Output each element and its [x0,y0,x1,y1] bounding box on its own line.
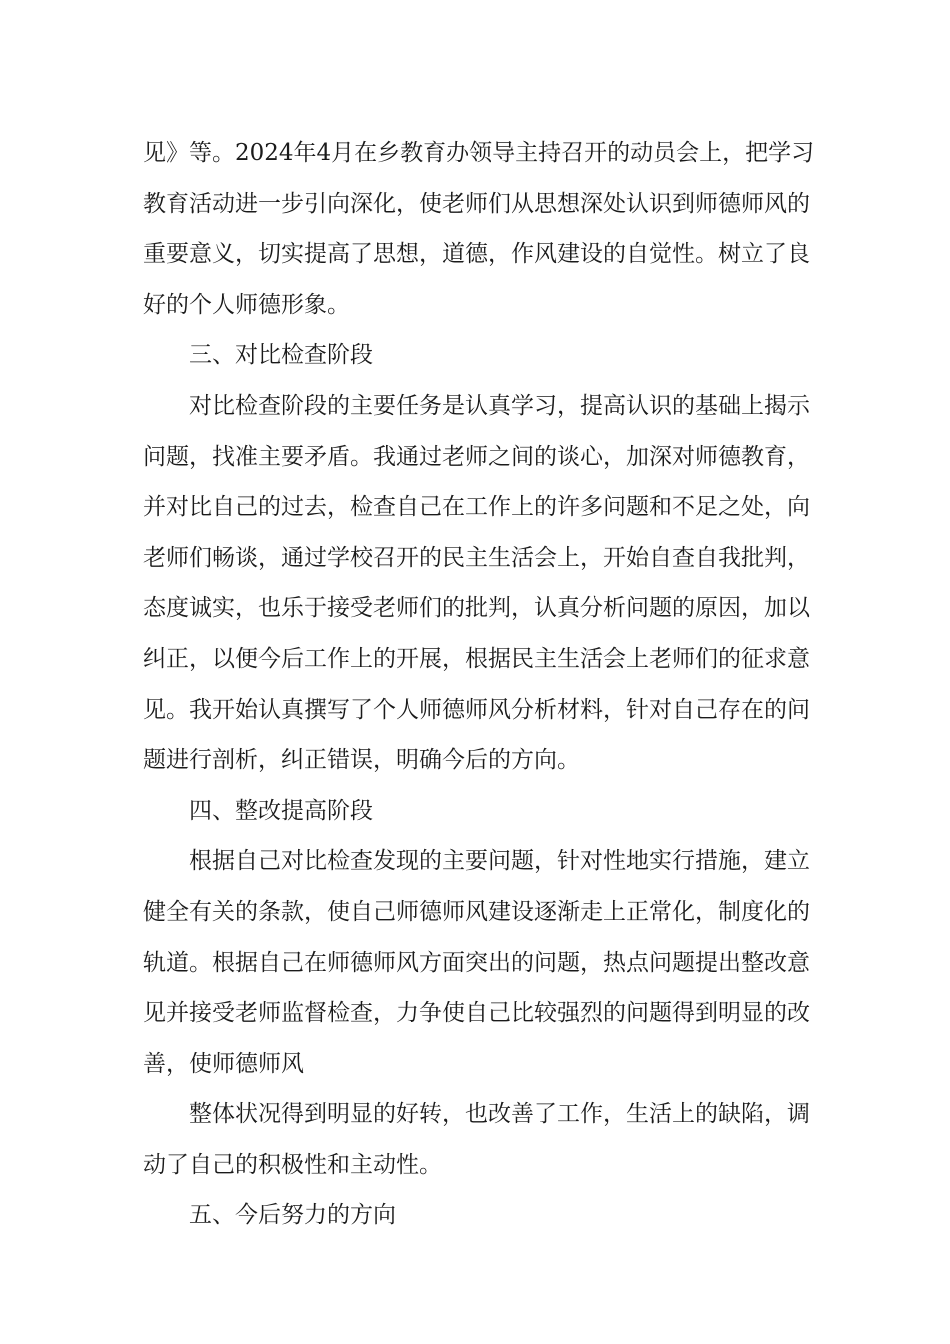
paragraph-rectification [143,836,808,1089]
paragraph-overall-improvement [143,1089,808,1190]
text-line: 整体状况得到明显的好转，也改善了工作，生活上的缺陷，调 [189,1101,810,1128]
text-line: 轨道。根据自己在师德师风方面突出的问题，热点问题提出整改意 [143,949,810,976]
text-line: 并对比自己的过去，检查自己在工作上的许多问题和不足之处，向 [143,494,810,521]
section-heading-4: 四、整改提高阶段 [189,797,373,824]
text-line: 问题，找准主要矛盾。我通过老师之间的谈心，加深对师德教育， [143,443,810,470]
text-line: 纠正，以便今后工作上的开展，根据民主生活会上老师们的征求意 [143,645,810,672]
text-line: 重要意义，切实提高了思想，道德，作风建设的自觉性。树立了良 [143,241,810,268]
text-line: 根据自己对比检查发现的主要问题，针对性地实行措施，建立 [189,848,810,875]
text-line: 老师们畅谈，通过学校召开的民主生活会上，开始自查自我批判， [143,544,810,571]
text-line: 对比检查阶段的主要任务是认真学习，提高认识的基础上揭示 [189,392,810,419]
paragraph-comparison-check [143,381,808,786]
text-line: 教育活动进一步引向深化，使老师们从思想深处认识到师德师风的 [143,190,810,217]
text-line: 健全有关的条款，使自己师德师风建设逐渐走上正常化，制度化的 [143,898,810,925]
text-line: 好的个人师德形象。 [143,291,350,318]
section-heading-3: 三、对比检查阶段 [189,342,373,369]
document-body [143,128,815,1241]
text-line: 见。我开始认真撰写了个人师德师风分析材料，针对自己存在的问 [143,696,810,723]
section-heading-5: 五、今后努力的方向 [189,1202,396,1229]
text-line: 态度诚实，也乐于接受老师们的批判，认真分析问题的原因，加以 [143,595,810,622]
text-line: 动了自己的积极性和主动性。 [143,1151,442,1178]
text-line: 题进行剖析，纠正错误，明确今后的方向。 [143,747,580,774]
text-line: 见并接受老师监督检查，力争使自己比较强烈的问题得到明显的改 [143,1000,810,1027]
text-line: 善，使师德师风 [143,1050,304,1077]
paragraph-continuation [143,128,815,330]
text-line: 见》等。2024年4月在乡教育办领导主持召开的动员会上，把学习 [143,140,815,166]
